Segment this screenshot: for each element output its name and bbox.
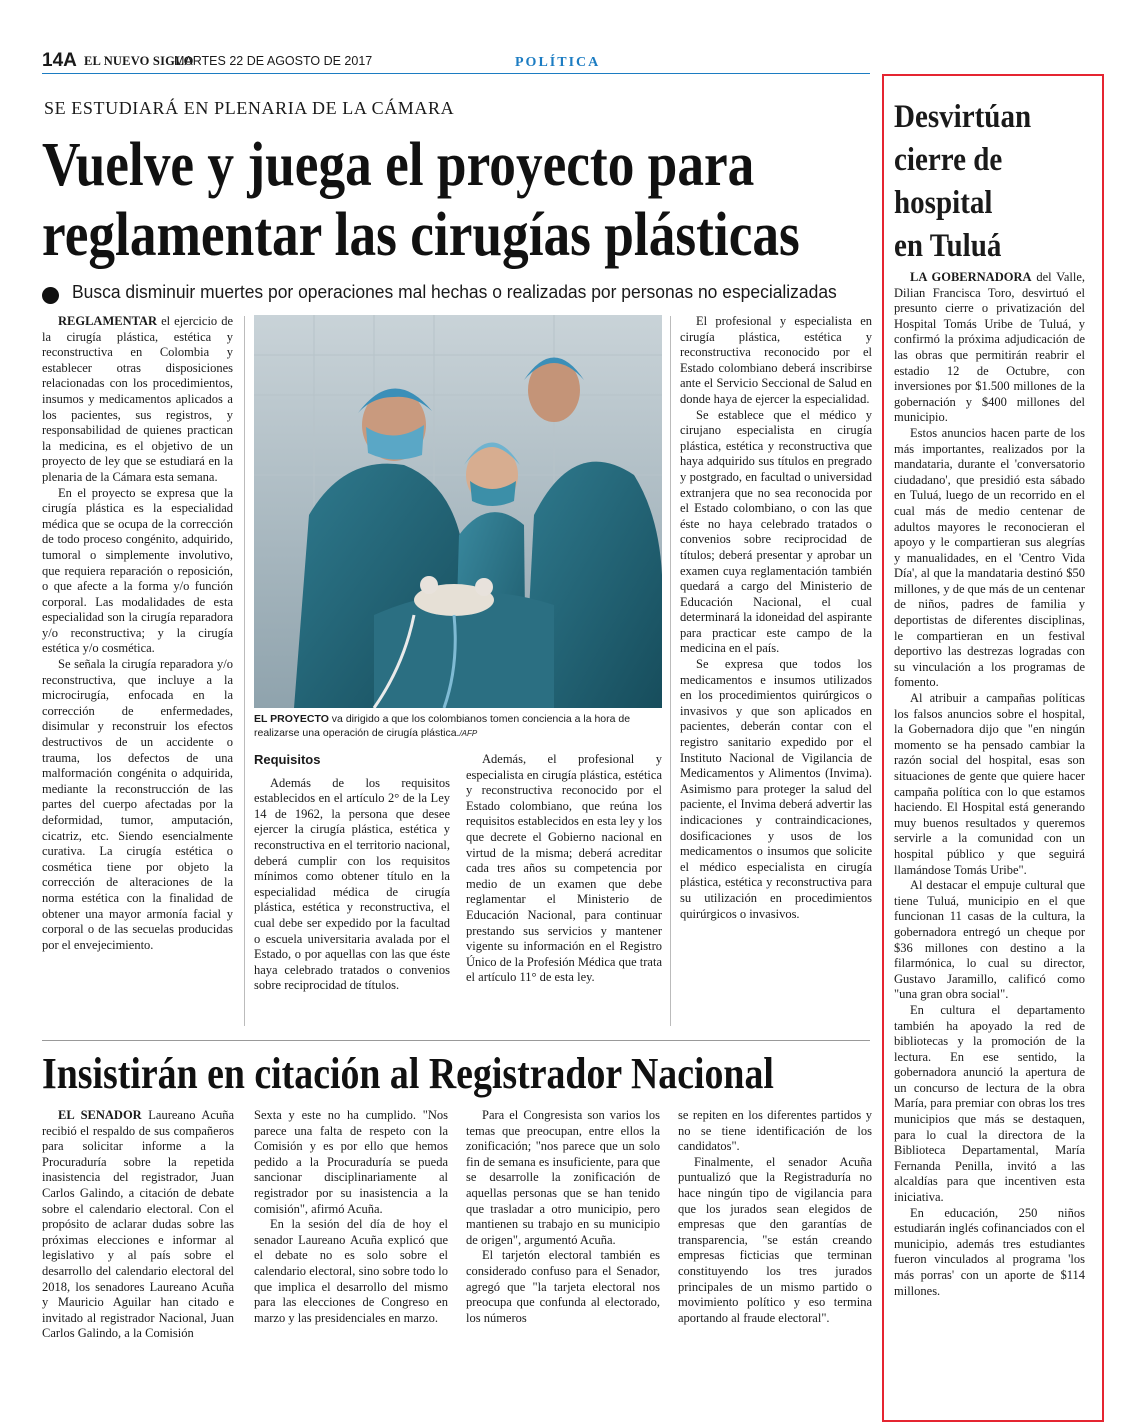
lead-in: EL SENADOR [58, 1108, 142, 1122]
sidebar-headline-line: en Tuluá [894, 228, 1002, 264]
headline-line-1: Vuelve y juega el proyecto para [42, 131, 755, 199]
paragraph: Además, el profesional y especialista en cirugía plástica, estética y reconstructiva reconocido por el Estado colombiano, que reúna los requisitos establecidos en esta ley y los que decrete el Gobierno nacional en virtud de la misma; deberá acreditar cada tres años su competencia por medio de un examen que debe reglamentar el Ministerio de Educación Nacional, para continuar prestando sus servicios y mantener vigente su información en el Registro Único de la Profesión Médica que trata el artículo 11° de esta ley. [466, 752, 662, 985]
paragraph: Se señala la cirugía reparadora y/o reconstructiva, que incluye a la microcirugía, enfocada en la corrección de enfermedades, disimular y reconstruir los efectos destructivos de un accidente o trauma, los defectos de una malformación congénita o adquirida, mediante la reconstrucción de las partes del cuerpo afectadas por la deformidad, tumor, amputación, cicatriz, etc. Siendo esencialmente curativa. La cirugía estética o cosmética tiene por objeto la corrección de alteraciones de la norma estética con la finalidad de obtener una mayor armonía facial y corporal o de las secuelas producidas por el envejecimiento. [42, 657, 233, 952]
issue-date: MARTES 22 DE AGOSTO DE 2017 [174, 54, 373, 68]
paragraph: En el proyecto se expresa que la cirugía plástica es la especialidad médica que se ocupa de la corrección de todo proceso congénito, adquirido, tumoral o simplemente involutivo, que requiera reparación o reposición, o que afecte a la forma y/o función corporal. Las modalidades de esta especialidad son la cirugía reparadora y/o reconstructiva; y la cirugía estética y/o cosmética. [42, 485, 233, 656]
paragraph: Al atribuir a campañas políticas los falsos anuncios sobre el hospital, la Gobernadora dijo que "en ningún momento se ha pensado cambiar la razón social del hospital, esas son situaciones de gente que quiere hacer campaña política con lo que estamos haciendo. El Hospital está generando muy buenos resultados y queremos servirle a la comunidad con un hospital público y que seguirá llamándose Tomás Uribe". [894, 691, 1085, 877]
second-story-column-4 [678, 1108, 872, 1326]
paragraph: Al destacar el empuje cultural que tiene Tuluá, municipio en el que funcionan 11 casas de la cultura, la gobernadora entregó un cheque por $36 millones con destino a la filarmónica, lo cual su director, Gustavo Jaramillo, calificó como "una gran obra social". [894, 878, 1085, 1002]
sidebar-headline-line: cierre de [894, 142, 1003, 178]
paragraph: En educación, 250 niños estudiarán inglés cofinanciados con el municipio, además tres estudiantes fueron vinculados al programa 'los más porras' con un aporte de $114 millones. [894, 1205, 1085, 1298]
sidebar-body [894, 270, 1085, 1299]
paragraph: En la sesión del día de hoy el senador Laureano Acuña explicó que el debate no es solo sobre el calendario electoral, sino sobre todo lo que implica el desarrollo del mismo para las elecciones de Congreso en marzo y las presidenciales en marzo. [254, 1217, 448, 1325]
bullet-icon [42, 287, 59, 304]
sidebar-headline-line: Desvirtúan [894, 99, 1032, 135]
paragraph: Se expresa que todos los medicamentos e insumos utilizados en los procedimientos quirúrgicos o invasivos y que son aplicados en pacientes, deberán contar con el registro sanitario expedido por el Instituto Nacional de Vigilancia de Medicamentos y Alimentos (Invima). Asimismo para proteger la salud del paciente, el Invima deberá advertir las indicaciones y contraindicaciones, dosificaciones y usos de los medicamentos o insumos que solicite el médico especialista en cirugía plástica, estética y reconstructiva para su utilización en procedimientos quirúrgicos o invasivos. [680, 657, 872, 921]
photo-credit: /AFP [459, 729, 478, 738]
paragraph: Se establece que el médico y cirujano especialista en cirugía plástica, estética y reconstructiva que haya adquirido sus títulos en pregrado y postgrado, en facultad o universidad extranjera que no sea reconocida por el Estado colombiano, o con las que éste no haya celebrado tratados o convenios sobre reciprocidad de títulos; deberá presentar y aprobar un examen cuya reglamentación también quedará a cargo del Ministerio de Educación Nacional, el cual determinará la idoneidad del aspirante para practicar este campo de la medicina en el país. [680, 407, 872, 656]
header-rule [42, 73, 870, 74]
paragraph: El tarjetón electoral también es considerado confuso para el Senador, agregó que "la tarjeta electoral nos preocupa que confunda al electorado, los números [466, 1248, 660, 1325]
photo-caption [254, 712, 664, 741]
second-story-column-2 [254, 1108, 448, 1326]
paragraph: el ejercicio de la cirugía plástica, estética y reconstructiva en Colombia y establecer otras disposiciones relacionadas con los procedimientos, insumos y medicamentos aplicados a los pacientes, sus registros, y responsabilidad de quienes practican la medicina, es el objetivo de un proyecto de ley que se estudiará en la plenaria de la Cámara esta semana. [42, 314, 233, 484]
caption-lead: EL PROYECTO [254, 713, 329, 725]
newspaper-name: EL NUEVO SIGLO [84, 54, 194, 68]
caption-text: va dirigido a que los colombianos tomen conciencia a la hora de realizarse una operación de cirugía plástica. [254, 713, 631, 739]
story-kicker: SE ESTUDIARÁ EN PLENARIA DE LA CÁMARA [44, 98, 455, 118]
article-column-3 [680, 314, 872, 922]
lead-in: REGLAMENTAR [58, 314, 158, 328]
paragraph: En cultura el departamento también ha apoyado la red de bibliotecas y la promoción de la lectura. En ese sentido, la gobernadora anunció la apertura de un concurso de lectura de la obra María, para premiar con obras los tres municipios que más se destaquen, para lo cual la directora de la Biblioteca Departamental, María Fernanda Penilla, invitó a las alcaldías para que incentiven esta iniciativa. [894, 1002, 1085, 1205]
paragraph: del Valle, Dilian Francisca Toro, desvirtuó el presunto cierre o privatización del Hospital Tomás Uribe de Tuluá, y confirmó la próxima adjudicación de las obras que permitirán reabrir el estadio 12 de Octubre, con inversiones por $1.500 millones de la gobernación y $400 millones del municipio. [894, 270, 1085, 425]
article-column-2b [466, 752, 662, 986]
section-label: POLÍTICA [515, 55, 601, 70]
second-headline: Insistirán en citación al Registrador Nacional [42, 1049, 774, 1098]
column-divider [670, 316, 671, 1026]
second-story-column-3 [466, 1108, 660, 1326]
column-divider [244, 316, 245, 1026]
paragraph: Además de los requisitos establecidos en el artículo 2° de la Ley 14 de 1962, la persona que desee ejercer la cirugía plástica, estética y reconstructiva en el territorio nacional, deberá cumplir con los requisitos mínimos como obtener título en la especialidad médica de cirugía plástica, estética y reconstructiva, el cual debe ser expedido por la facultad o escuela universitaria avalada por el Estado, o por aquellas con las que éste haya celebrado tratados o convenios sobre reciprocidad de títulos. [254, 775, 450, 993]
story-divider [42, 1040, 870, 1041]
paragraph: se repiten en los diferentes partidos y no se tiene identificación de los candidatos". [678, 1108, 872, 1154]
paragraph: Laureano Acuña recibió el respaldo de sus compañeros para solicitar informe a la Procuraduría sobre la repetida inasistencia del registrador, Juan Carlos Galindo, a citación de debate sobre el calendario electoral. Con el propósito de aclarar dudas sobre las próximas elecciones e informar al legislativo y al país sobre el desarrollo del calendario electoral del 2018, los senadores Laureano Acuña y Mauricio Aguilar han citado e invitado al registrador Nacional, Juan Carlos Galindo, a la Comisión [42, 1108, 234, 1341]
paragraph: Finalmente, el senador Acuña puntualizó que la Registraduría no hace ningún tipo de vigilancia para que los jurados sean elegidos de empresas que den garantías de transparencia, "se están creando empresas ficticias que terminan constituyendo los tres jurados principales de un mismo partido o movimiento político y eso termina aportando al fraude electoral". [678, 1154, 872, 1325]
paragraph: Sexta y este no ha cumplido. "Nos parece una falta de respeto con la Comisión y es por ello que hemos pedido a la Procuraduría se pueda sancionar disciplinariamente al registrador por su inasistencia a la comisión", afirmó Acuña. [254, 1108, 448, 1216]
paragraph: Estos anuncios hacen parte de los más importantes, realizados por la mandataria, durante el 'conversatorio ciudadano', que presidió esta sábado en Tuluá, luego de un recorrido en el cual más de medio centenar de adultos mayores le reconocieran el apoyo y le compartieran sus alegrías y manualidades, en el 'Centro Vida Día', al que la mandataria destinó $50 millones, y de que más de un centenar de niños, padres de familia y deportistas de diferentes disciplinas, le compartieran en un festival deportivo las destrezas logradas con su vinculación a los programas de fomento. [894, 425, 1085, 690]
page-number: 14A [42, 50, 77, 71]
paragraph: El profesional y especialista en cirugía plástica, estética y reconstructiva reconocido por el Estado colombiano deberá inscribirse ante el Servicio Seccional de Salud en donde haya de ejercer la especialidad. [680, 314, 872, 406]
lead-in: LA GOBERNADORA [910, 270, 1032, 284]
article-column-2a [254, 752, 450, 994]
article-column-1 [42, 314, 233, 953]
sidebar-headline [894, 96, 1070, 268]
second-story-column-1 [42, 1108, 234, 1342]
subheadline: Busca disminuir muertes por operaciones mal hechas o realizadas por personas no especializadas [72, 282, 837, 302]
surgery-photo [254, 315, 662, 708]
paragraph: Para el Congresista son varios los temas que preocupan, entre ellos la zonificación; "nos parece que un solo fin de semana es insuficiente, para que se desarrolle la zonificación de aquellas personas que se han tenido que trasladar a otro municipio, pero mantienen su trabajo en su municipio de origen", argumentó Acuña. [466, 1108, 660, 1247]
headline-line-2: reglamentar las cirugías plásticas [42, 201, 800, 269]
sidebar-headline-line: hospital [894, 185, 993, 221]
section-heading: Requisitos [254, 752, 321, 767]
